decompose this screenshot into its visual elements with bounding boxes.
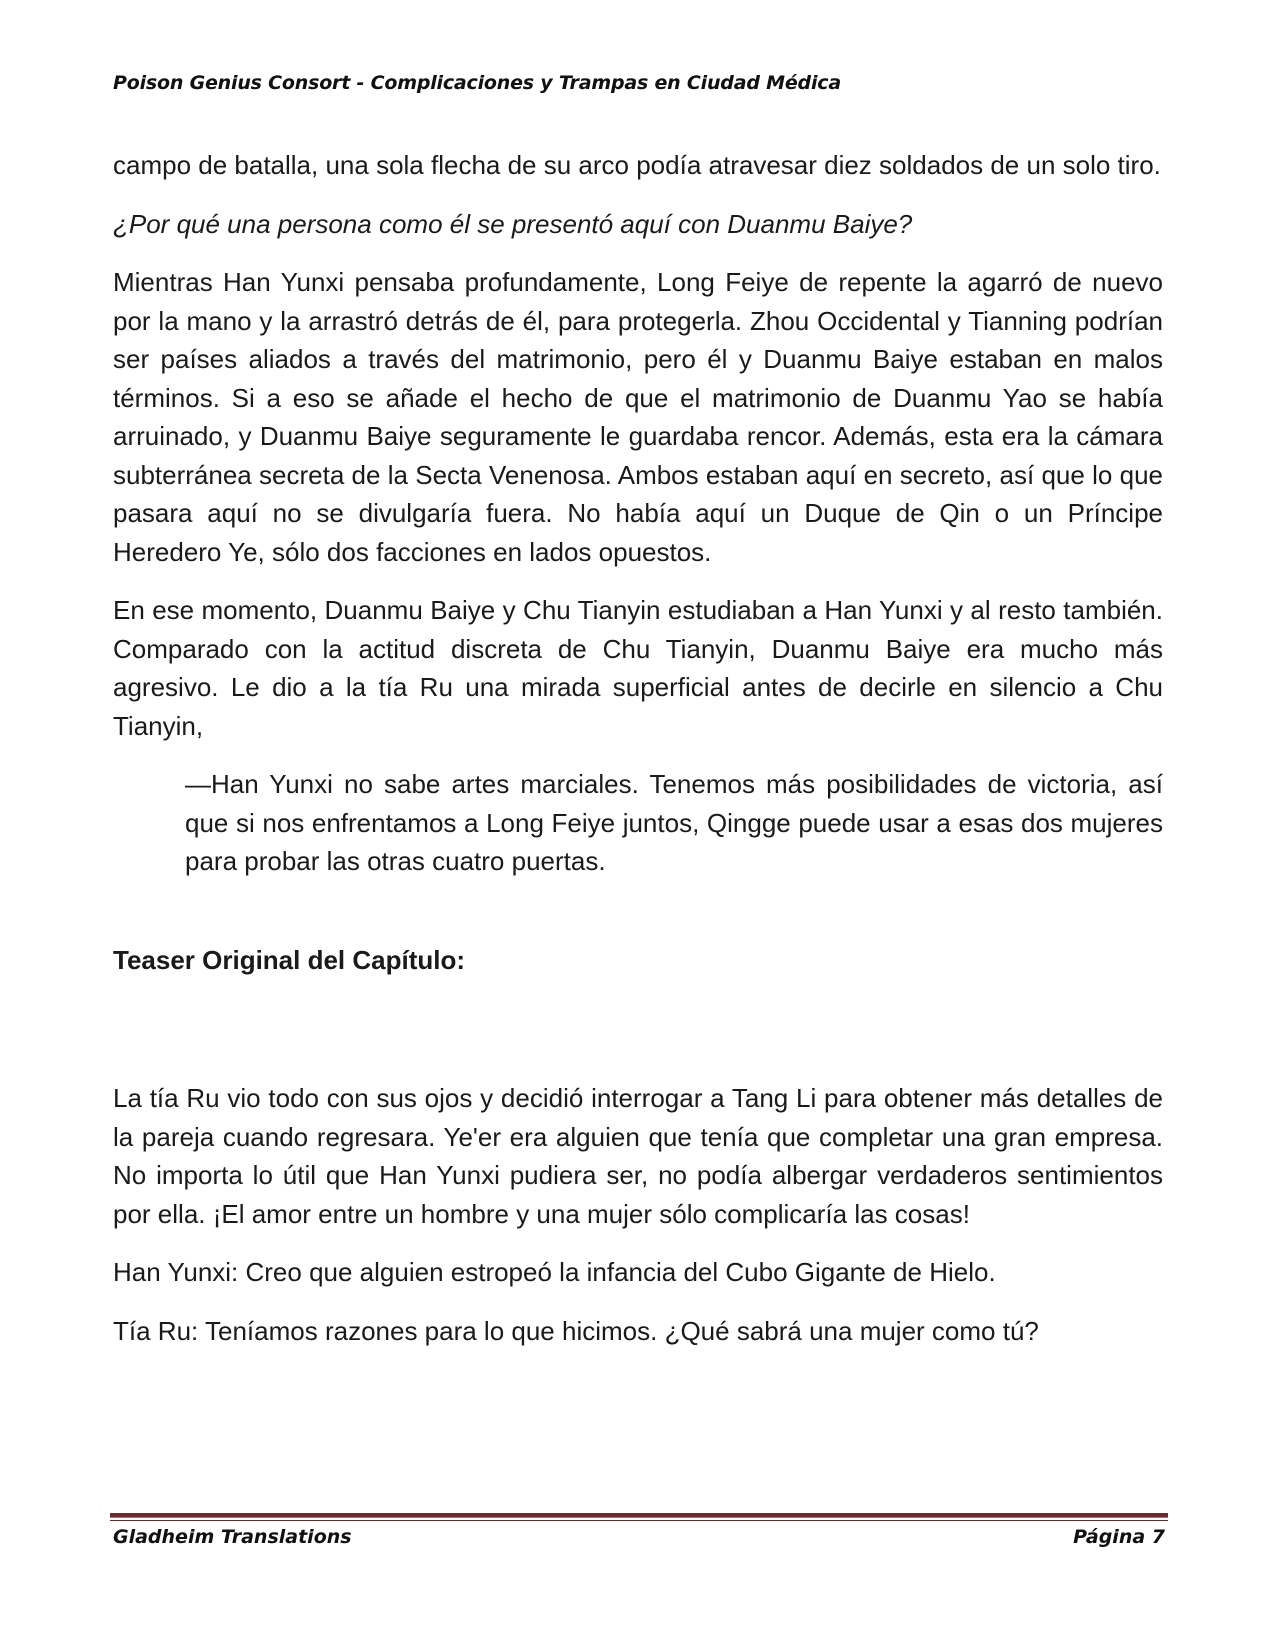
- footer-page-number: Página 7: [1073, 1526, 1165, 1548]
- dialogue-paragraph: —Han Yunxi no sabe artes marciales. Tenemos más posibilidades de victoria, así que si nos enfrentamos a Long Feiye juntos, Qingge puede usar a esas dos mujeres para probar las otras cuatro puertas.: [185, 769, 1163, 876]
- teaser-heading: Teaser Original del Capítulo:: [113, 944, 466, 975]
- page-content: [113, 146, 1163, 1370]
- footer-translator-credit: Gladheim Translations: [113, 1526, 352, 1548]
- italic-thought-paragraph: ¿Por qué una persona como él se presentó aquí con Duanmu Baiye?: [113, 208, 913, 239]
- paragraph: En ese momento, Duanmu Baiye y Chu Tianyin estudiaban a Han Yunxi y al resto también. Comparado con la actitud discreta de Chu Tianyin, Duanmu Baiye era mucho más agresivo. Le dio a la tía Ru una mirada superficial antes de decirle en silencio a Chu Tianyin,: [113, 595, 1163, 741]
- paragraph: Mientras Han Yunxi pensaba profundamente, Long Feiye de repente la agarró de nuevo por la mano y la arrastró detrás de él, para protegerla. Zhou Occidental y Tianning podrían ser países aliados a través del matrimonio, pero él y Duanmu Baiye estaban en malos términos. Si a eso se añade el hecho de que el matrimonio de Duanmu Yao se había arruinado, y Duanmu Baiye seguramente le guardaba rencor. Además, esta era la cámara subterránea secreta de la Secta Venenosa. Ambos estaban aquí en secreto, así que lo que pasara aquí no se divulgaría fuera. No había aquí un Duque de Qin o un Príncipe Heredero Ye, sólo dos facciones en lados opuestos.: [113, 267, 1163, 567]
- teaser-paragraph: Tía Ru: Teníamos razones para lo que hicimos. ¿Qué sabrá una mujer como tú?: [113, 1315, 1039, 1346]
- teaser-section: [113, 1079, 1163, 1350]
- paragraph: campo de batalla, una sola flecha de su arco podía atravesar diez soldados de un solo tiro.: [113, 150, 1161, 180]
- page-header-title: Poison Genius Consort - Complicaciones y Trampas en Ciudad Médica: [113, 72, 841, 94]
- footer-divider: [110, 1513, 1168, 1518]
- teaser-paragraph: La tía Ru vio todo con sus ojos y decidió interrogar a Tang Li para obtener más detalles de la pareja cuando regresara. Ye'er era alguien que tenía que completar una gran empresa. No importa lo útil que Han Yunxi pudiera ser, no podía albergar verdaderos sentimientos por ella. ¡El amor entre un hombre y una mujer sólo complicaría las cosas!: [113, 1083, 1163, 1229]
- teaser-paragraph: Han Yunxi: Creo que alguien estropeó la infancia del Cubo Gigante de Hielo.: [113, 1257, 996, 1287]
